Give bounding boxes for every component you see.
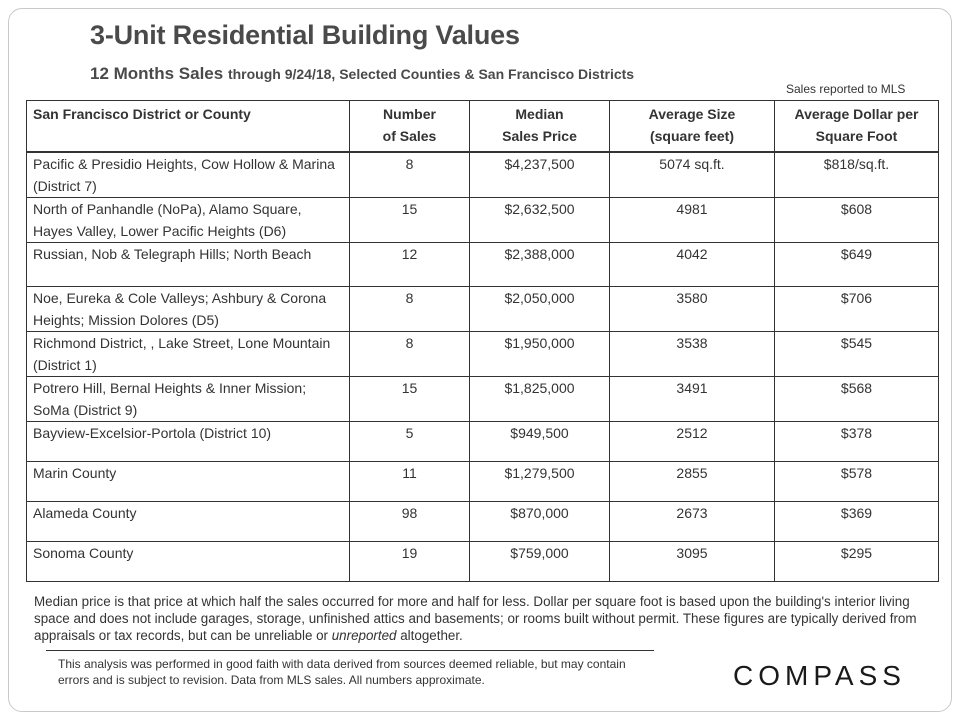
- cell-ppsf: $649: [775, 243, 939, 287]
- cell-price: $1,825,000: [470, 377, 610, 422]
- subtitle-rest: through 9/24/18, Selected Counties & San Francisco Districts: [227, 66, 635, 82]
- cell-price: $2,388,000: [470, 243, 610, 287]
- cell-ppsf: $545: [775, 332, 939, 377]
- cell-price: $2,050,000: [470, 287, 610, 332]
- cell-sales: 98: [350, 502, 470, 542]
- footnote-emphasis: unreported: [331, 628, 397, 643]
- table-row: [27, 332, 939, 377]
- header-number-of-sales: Number of Sales: [350, 101, 470, 153]
- cell-size: 4042: [610, 243, 775, 287]
- cell-ppsf: $608: [775, 198, 939, 243]
- cell-sales: 5: [350, 422, 470, 462]
- cell-size: 2673: [610, 502, 775, 542]
- footnote: [34, 593, 924, 644]
- cell-size: 3580: [610, 287, 775, 332]
- subtitle-lead: 12 Months Sales: [90, 64, 224, 83]
- cell-price: $4,237,500: [470, 152, 610, 198]
- cell-size: 2855: [610, 462, 775, 502]
- cell-sales: 8: [350, 332, 470, 377]
- cell-ppsf: $378: [775, 422, 939, 462]
- cell-price: $1,950,000: [470, 332, 610, 377]
- cell-district: Alameda County: [27, 502, 350, 542]
- disclaimer: This analysis was performed in good faith with data derived from sources deemed reliable, but may contain errors and is subject to revision. Data from MLS sales. All numbers approximate.: [58, 657, 626, 687]
- cell-district: Bayview-Excelsior-Portola (District 10): [27, 422, 350, 462]
- cell-sales: 19: [350, 542, 470, 582]
- table-row: [27, 462, 939, 502]
- header-average-size: Average Size (square feet): [610, 101, 775, 153]
- cell-district: Richmond District, , Lake Street, Lone Mountain (District 1): [27, 332, 350, 377]
- cell-price: $759,000: [470, 542, 610, 582]
- table-row: [27, 152, 939, 198]
- mls-note: Sales reported to MLS: [786, 82, 906, 96]
- cell-sales: 12: [350, 243, 470, 287]
- cell-district: Noe, Eureka & Cole Valleys; Ashbury & Corona Heights; Mission Dolores (D5): [27, 287, 350, 332]
- cell-district: Russian, Nob & Telegraph Hills; North Beach: [27, 243, 350, 287]
- cell-sales: 15: [350, 198, 470, 243]
- table-header-row: [27, 101, 939, 153]
- cell-size: 2512: [610, 422, 775, 462]
- cell-sales: 11: [350, 462, 470, 502]
- table-row: [27, 287, 939, 332]
- table-row: [27, 542, 939, 582]
- table-row: [27, 243, 939, 287]
- cell-district: Marin County: [27, 462, 350, 502]
- cell-sales: 8: [350, 152, 470, 198]
- cell-size: 5074 sq.ft.: [610, 152, 775, 198]
- cell-district: Pacific & Presidio Heights, Cow Hollow & Marina (District 7): [27, 152, 350, 198]
- cell-ppsf: $369: [775, 502, 939, 542]
- cell-size: 3095: [610, 542, 775, 582]
- header-dollar-per-sqft: Average Dollar per Square Foot: [775, 101, 939, 153]
- cell-price: $2,632,500: [470, 198, 610, 243]
- table-row: [27, 377, 939, 422]
- compass-logo: COMPASS: [733, 660, 906, 691]
- page-subtitle: [90, 64, 634, 84]
- cell-ppsf: $568: [775, 377, 939, 422]
- table-row: [27, 502, 939, 542]
- cell-district: Potrero Hill, Bernal Heights & Inner Mission; SoMa (District 9): [27, 377, 350, 422]
- cell-district: Sonoma County: [27, 542, 350, 582]
- table-row: [27, 422, 939, 462]
- disclaimer-divider: [46, 650, 654, 651]
- header-median-price: Median Sales Price: [470, 101, 610, 153]
- table-row: [27, 198, 939, 243]
- header-district: San Francisco District or County: [27, 101, 350, 153]
- page-title: 3-Unit Residential Building Values: [90, 20, 520, 50]
- cell-sales: 8: [350, 287, 470, 332]
- cell-price: $949,500: [470, 422, 610, 462]
- values-table: [26, 100, 939, 582]
- cell-ppsf: $706: [775, 287, 939, 332]
- cell-size: 3491: [610, 377, 775, 422]
- footnote-end: altogether.: [396, 628, 463, 643]
- cell-ppsf: $295: [775, 542, 939, 582]
- cell-ppsf: $818/sq.ft.: [775, 152, 939, 198]
- cell-size: 3538: [610, 332, 775, 377]
- cell-ppsf: $578: [775, 462, 939, 502]
- cell-district: North of Panhandle (NoPa), Alamo Square, Hayes Valley, Lower Pacific Heights (D6): [27, 198, 350, 243]
- cell-price: $870,000: [470, 502, 610, 542]
- cell-price: $1,279,500: [470, 462, 610, 502]
- cell-sales: 15: [350, 377, 470, 422]
- footnote-main: Median price is that price at which half the sales occurred for more and half for less. Dollar per square foot is based upon the building's interior living space and does not include garages, storage, unfinished attics and basements; or rooms built without permit. These figures are typically derived from appraisals or tax records, but can be unreliable or: [34, 594, 917, 643]
- cell-size: 4981: [610, 198, 775, 243]
